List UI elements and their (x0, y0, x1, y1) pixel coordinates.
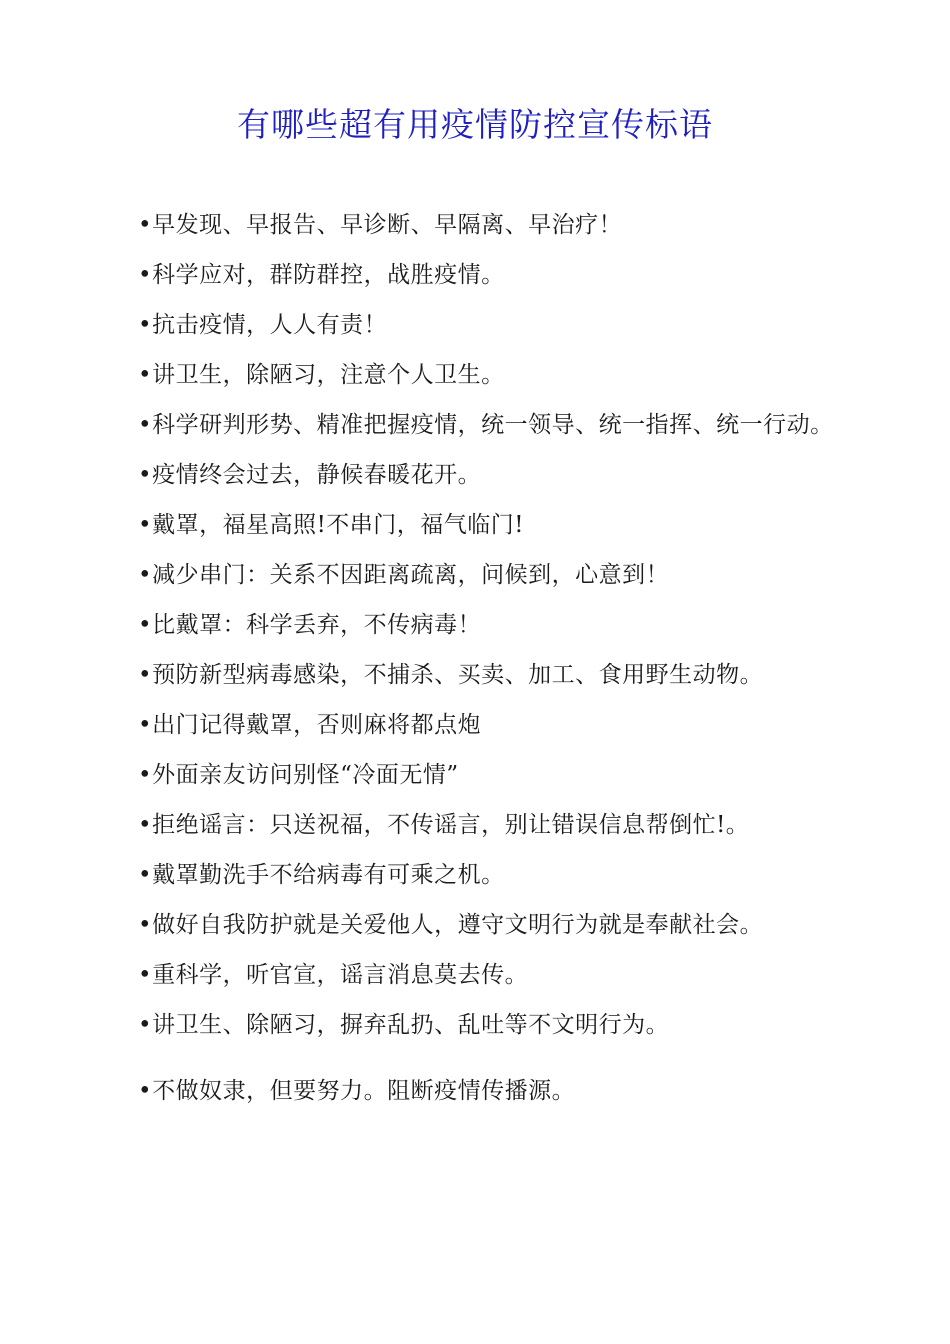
slogan-item: •外面亲友访问别怪“冷面无情” (138, 762, 459, 788)
slogan-item: •抗击疫情，人人有责！ (138, 312, 388, 338)
slogan-item: •戴罩，福星高照!不串门，福气临门! (138, 512, 525, 538)
slogan-item: •讲卫生，除陋习，注意个人卫生。 (138, 362, 505, 388)
slogan-item: •疫情终会过去，静候春暖花开。 (138, 462, 482, 488)
slogan-item: •科学研判形势、精准把握疫情，统一领导、统一指挥、统一行动。 (138, 412, 834, 438)
slogan-item: •戴罩勤洗手不给病毒有可乘之机。 (138, 862, 505, 888)
slogan-item: •不做奴隶，但要努力。阻断疫情传播源。 (138, 1078, 576, 1104)
document-title: 有哪些超有用疫情防控宣传标语 (237, 105, 713, 144)
slogan-item: •早发现、早报告、早诊断、早隔离、早治疗！ (138, 212, 623, 238)
slogan-list (138, 200, 838, 1116)
slogan-item: •比戴罩：科学丢弃，不传病毒！ (138, 612, 482, 638)
slogan-item: •减少串门：关系不因距离疏离，问候到，心意到！ (138, 562, 670, 588)
slogan-item: •讲卫生、除陋习，摒弃乱扔、乱吐等不文明行为。 (138, 1012, 670, 1038)
slogan-item: •拒绝谣言：只送祝福，不传谣言，别让错误信息帮倒忙!。 (138, 812, 750, 838)
slogan-item: •做好自我防护就是关爱他人，遵守文明行为就是奉献社会。 (138, 912, 764, 938)
slogan-item: •预防新型病毒感染，不捕杀、买卖、加工、食用野生动物。 (138, 662, 764, 688)
slogan-item: •科学应对，群防群控，战胜疫情。 (138, 262, 505, 288)
slogan-item: •出门记得戴罩，否则麻将都点炮 (138, 712, 482, 738)
slogan-item: •重科学，听官宣，谣言消息莫去传。 (138, 962, 529, 988)
